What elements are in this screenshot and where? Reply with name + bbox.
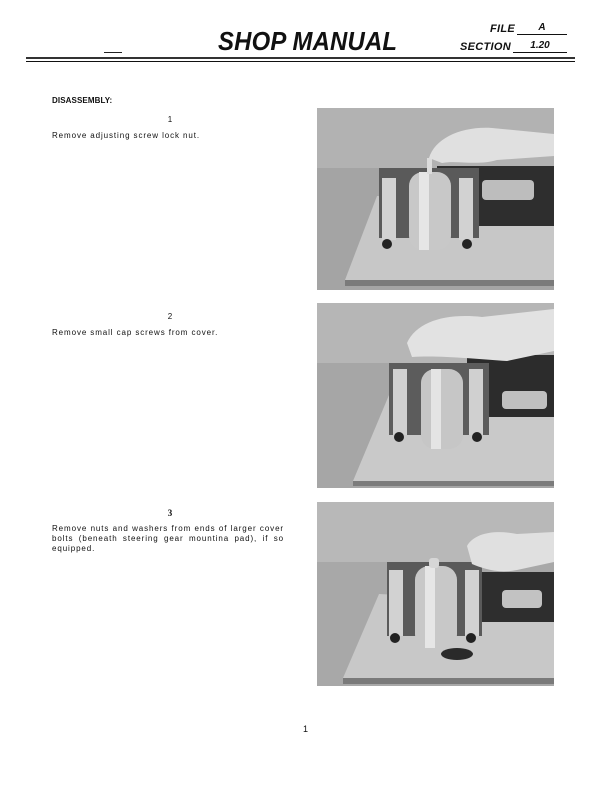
- steering-gear-lock-nut-photo: [317, 108, 554, 290]
- photo-illustration: [317, 502, 554, 686]
- step-number-2: 2: [167, 312, 173, 321]
- step-text-3: Remove nuts and washers from ends of larger cover bolts (beneath steering gear mountina pad), if so equipped.: [52, 524, 284, 553]
- file-field: [490, 22, 567, 35]
- header-rule-thick: [26, 57, 575, 59]
- step-number-1: 1: [167, 115, 173, 124]
- section-field: [460, 40, 567, 53]
- step-text-2: Remove small cap screws from cover.: [52, 328, 219, 337]
- steering-gear-cover-bolts-photo: [317, 502, 554, 686]
- photo-illustration: [317, 303, 554, 488]
- page-title: SHOP MANUAL: [218, 26, 398, 56]
- file-label: FILE: [489, 23, 515, 35]
- photo-illustration: [317, 108, 554, 290]
- section-label: SECTION: [460, 41, 511, 53]
- page-number: 1: [303, 724, 309, 734]
- section-heading: DISASSEMBLY:: [52, 96, 113, 105]
- header-dash: [104, 52, 122, 53]
- header-rule-thin: [26, 61, 575, 62]
- step-number-3: 3: [167, 508, 173, 518]
- step-text-1: Remove adjusting screw lock nut.: [52, 131, 200, 140]
- steering-gear-cap-screws-photo: [317, 303, 554, 488]
- section-value: 1.20: [513, 40, 567, 53]
- file-value: A: [517, 22, 567, 35]
